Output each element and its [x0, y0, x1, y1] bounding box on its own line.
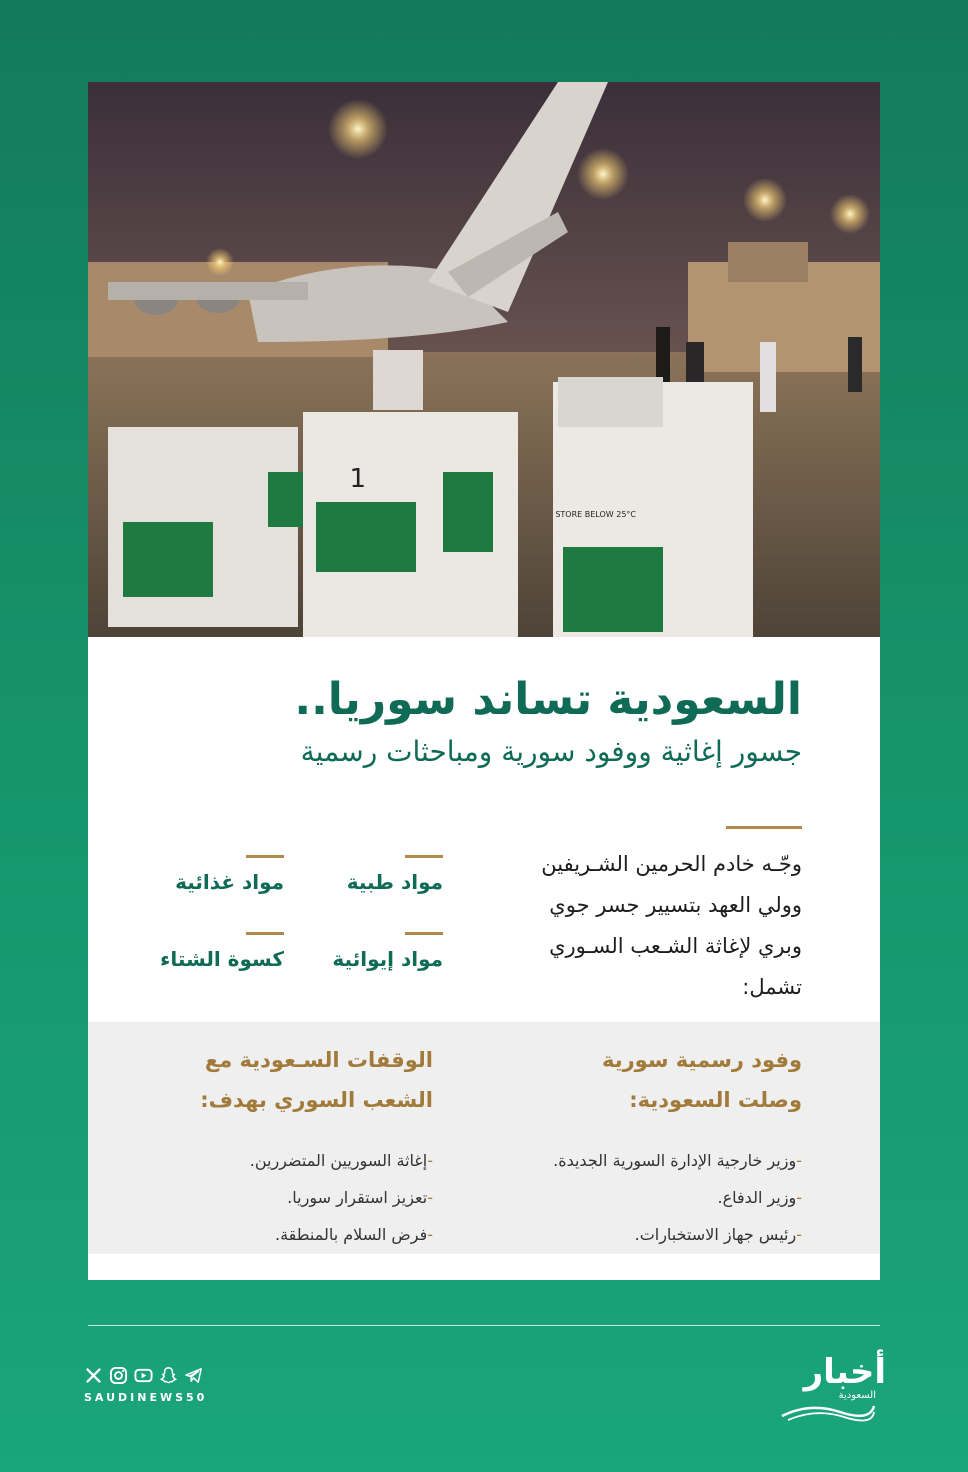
delegations-heading — [502, 1040, 802, 1120]
social-handle: SAUDINEWS50 — [84, 1391, 208, 1404]
footer-divider — [88, 1325, 880, 1326]
list-item: -فرض السلام بالمنطقة. — [275, 1225, 433, 1244]
delegations-heading-line: وصلت السعودية: — [629, 1088, 802, 1112]
page-subtitle: جسور إغاثية ووفود سورية ومباحثات رسمية — [300, 734, 802, 768]
aid-item-rule — [405, 855, 443, 858]
aid-item-medical — [303, 855, 443, 894]
stances-column — [133, 1040, 433, 1253]
aid-item-food — [144, 855, 284, 894]
logo-main-text: أخبار — [803, 1352, 886, 1392]
stances-heading — [133, 1040, 433, 1120]
stances-heading-line: الوقفات السـعودية مع — [204, 1048, 433, 1072]
snapchat-icon[interactable] — [159, 1366, 178, 1385]
aid-item-label: مواد إيوائية — [332, 947, 443, 971]
intro-line: وبري لإغاثة الشـعب السـوري — [549, 934, 802, 958]
box-number: 1 — [349, 464, 366, 494]
youtube-icon[interactable] — [134, 1366, 153, 1385]
list-item: -رئيس جهاز الاستخبارات. — [634, 1225, 802, 1244]
list-item: -إغاثة السوريين المتضررين. — [249, 1151, 433, 1170]
list-item: -وزير خارجية الإدارة السورية الجديدة. — [553, 1151, 802, 1170]
x-icon[interactable] — [84, 1366, 103, 1385]
intro-line: وولي العهد بتسيير جسر جوي — [549, 893, 802, 917]
page-title: السعودية تساند سوريا.. — [294, 674, 802, 725]
aid-item-shelter — [303, 932, 443, 971]
telegram-icon[interactable] — [184, 1366, 203, 1385]
aid-item-rule — [246, 855, 284, 858]
aid-item-label: مواد طبية — [346, 870, 443, 894]
list-item: -تعزيز استقرار سوريا. — [287, 1188, 433, 1207]
infographic-card — [88, 82, 880, 1280]
logo-sub-text: السعودية — [838, 1390, 876, 1401]
delegations-heading-line: وفود رسمية سورية — [601, 1048, 802, 1072]
aid-item-label: مواد غذائية — [175, 870, 284, 894]
aid-item-rule — [405, 932, 443, 935]
cargo-plane-photo — [88, 82, 880, 637]
logo-wave-icon — [780, 1398, 876, 1422]
delegations-list — [502, 1142, 802, 1253]
intro-line: وجّـه خادم الحرمين الشـريفين — [541, 852, 802, 876]
list-item: -وزير الدفاع. — [717, 1188, 802, 1207]
intro-rule — [726, 826, 802, 829]
instagram-icon[interactable] — [109, 1366, 128, 1385]
aid-item-winter-clothing — [144, 932, 284, 971]
aid-item-rule — [246, 932, 284, 935]
intro-line: تشمل: — [742, 975, 802, 999]
social-links — [84, 1366, 224, 1404]
delegations-column — [502, 1040, 802, 1253]
stances-list — [133, 1142, 433, 1253]
akhbar-alsaudia-logo — [776, 1352, 886, 1424]
title-block — [102, 674, 802, 768]
store-below-label: STORE BELOW 25°C — [555, 510, 636, 519]
info-panel — [88, 1022, 880, 1254]
intro-paragraph — [472, 844, 802, 1008]
stances-heading-line: الشعب السوري بهدف: — [200, 1088, 433, 1112]
aid-item-label: كسوة الشتاء — [160, 947, 284, 971]
